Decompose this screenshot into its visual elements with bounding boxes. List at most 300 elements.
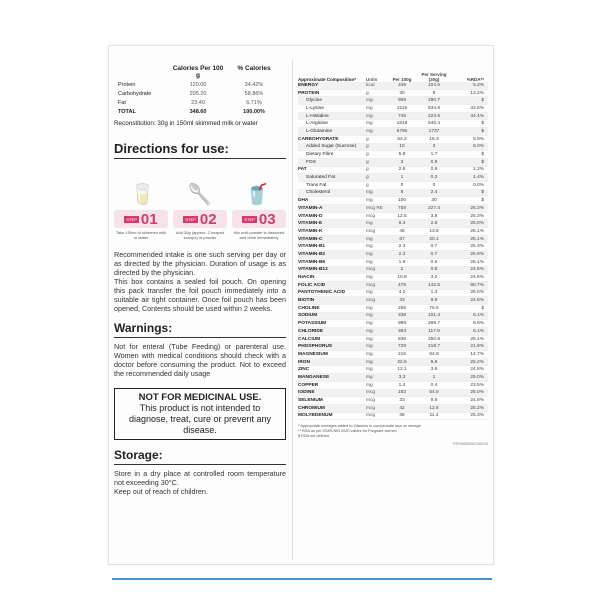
nutrient-unit: mg [366,313,373,319]
nutrient-rda: $ [481,190,484,196]
nutrient-rda: $ [481,159,484,165]
nutrient-name: Saturated Fat [306,175,336,181]
nutrient-rda: 26.0% [470,290,484,296]
calories-row [114,109,286,115]
nutrient-unit: mcg [366,413,376,419]
nutrient-name: IODINE [298,390,315,396]
nutrient-name: L-Arginine [306,121,328,127]
nutrient-rda: 25.3% [470,244,484,250]
nutrient-rda: 32.6% [470,105,484,111]
nutrition-row [298,213,488,221]
nutrient-name: CALCIUM [298,336,321,342]
nutrient-rda: 80.7% [470,282,484,288]
nutrient-name: Added Sugar (Sucrose) [306,144,357,150]
nutrient-name: NIACIN [298,275,315,281]
nutrient-per-serving: 0.7 [430,251,438,257]
nutrient-per100: 338 [397,313,406,319]
step-tag: STEP [185,216,196,222]
nutrient-rda: 14.7% [470,351,484,357]
nutrient-unit: g [366,90,369,96]
nutrition-row [298,259,488,267]
nutrition-table-body [298,82,488,420]
nutrition-row [298,151,488,159]
nutrient-name: PROTEIN [298,90,320,96]
nutrient-per100: 5.8 [398,152,406,158]
step-tag: STEP [126,216,137,222]
nutrient-per100: 42 [399,405,405,411]
nutrient-unit: mg [366,244,373,250]
nutrient-rda: $ [481,98,484,104]
nutrient-per100: 67 [399,236,405,242]
nutrition-row [298,374,488,382]
nutrient-per-serving: 64.8 [429,351,439,357]
nutrient-name: ENERGY [298,82,319,88]
nutrient-unit: mg [366,336,373,342]
nutrient-unit: mg [366,113,373,119]
nutrient-per100: 33 [399,398,405,404]
intake-paragraph: Recommended intake is one such serving per day or as directed by the physician. Duration of usage is as directed by the physician. [114,250,286,277]
nutrient-per100: 100 [397,198,406,204]
nutrition-row [298,351,488,359]
nutrient-per100: 10.8 [397,275,407,281]
nutrient-rda: 25.0% [470,390,484,396]
nutrient-name: FAT [298,167,307,173]
nutrient-per-serving: 12.6 [429,405,439,411]
nutrient-per-serving: 0.7 [430,244,438,250]
nutrition-row [298,182,488,190]
nutrient-per100: 1 [400,175,404,181]
nutrient-rda: 0.0% [473,182,484,188]
nutrient-per100: 46 [399,228,405,234]
nutrient-unit: mg [366,105,373,111]
nutrition-row [298,220,488,228]
nutrient-name: VITAMIN-K [298,228,323,234]
units-header: Units [366,77,378,82]
nutrient-name: FOS [306,159,316,165]
calories-row-label: Fat [118,100,126,106]
calories-row-percent: 100.00% [243,109,265,115]
warnings-title: Warnings: [114,321,286,338]
nutrient-unit: g [366,152,369,158]
nutrient-per100: 183 [397,390,406,396]
nutrient-unit: mg [366,367,373,373]
calories-row [114,100,286,106]
nutrient-per100: 0 [400,182,404,188]
calories-row-percent: 6.71% [246,100,262,106]
nutrient-per100: 3.3 [398,374,406,380]
nutrient-per100: 22.5 [397,359,407,365]
nutrient-rda: $ [481,305,484,311]
nutrient-unit: mcg [366,228,376,234]
nutrient-unit: mg [366,328,373,334]
nutrient-rda: $ [481,198,484,204]
nutrient-rda: 5.1% [473,328,484,334]
nutrient-rda: 25.3% [470,413,484,419]
nutrient-unit: mcg RE [366,205,384,211]
nutrient-unit: mg [366,198,373,204]
step-tag: STEP [244,216,255,222]
nutrition-row [298,366,488,374]
nutrient-rda: 24.8% [470,298,484,304]
nutrition-row [298,343,488,351]
nutrition-row [298,267,488,275]
nutrient-name: Glycine [306,98,322,104]
nutrient-rda: 8.6% [473,321,484,327]
nutrition-row [298,228,488,236]
nutrient-per100: 12.5 [397,213,407,219]
left-column [114,50,286,496]
glass-icon: 🥛 [130,184,156,206]
nutrient-per-serving: 11.4 [429,413,439,419]
nutrient-name: MOLYBDENUM [298,413,333,419]
nutrient-unit: mcg [366,267,376,273]
nutrient-name: PHOSPHORUS [298,344,333,350]
nutrient-per100: 349 [397,82,406,88]
pouch-paragraph: This box contains a sealed foil pouch. On opening this pack transfer the foil pouch immediately into a suitable air tight container. Once foil pouch has been opened, Contents should be used within 2 weeks. [114,277,286,313]
nutrient-unit: mcg [366,298,376,304]
nutrient-per100: 2 [400,267,404,273]
nutrient-unit: mg [366,121,373,127]
serving-header: Per Serving (30g) [421,72,447,82]
nutrient-name: VITAMIN-E [298,221,323,227]
nutrition-row [298,159,488,167]
calories-row-label: TOTAL [118,109,136,115]
nutrient-per-serving: 290.7 [427,98,440,104]
nutrient-per100: 30 [399,90,405,96]
nutrient-per-serving: 0.6 [430,259,438,265]
nutrient-per-serving: 1.3 [430,290,438,296]
nutrient-per100: 12.1 [397,367,407,373]
nutrient-unit: mg [366,359,373,365]
nutrient-per100: 54.2 [397,136,407,142]
storage-title: Storage: [114,448,286,465]
nutrient-per-serving: 117.9 [428,328,440,334]
calories-table-header [170,65,286,79]
notice-title: NOT FOR MEDICINAL USE. [138,392,262,403]
nutrient-per100: 8.3 [398,221,406,227]
nutrient-per-serving: 227.4 [427,205,440,211]
nutrient-per-serving: 20.1 [429,236,439,242]
nutrient-name: MAGNESIUM [298,351,328,357]
calories-row-percent: 58.86% [244,91,264,97]
nutrient-per-serving: 142.5 [427,282,440,288]
nutrient-rda: $ [481,152,484,158]
nutrient-name: POTASSIUM [298,321,327,327]
step-item [173,210,227,240]
nutrient-name: VITAMIN-B1 [298,244,326,250]
nutrient-unit: g [366,182,369,188]
nutrient-rda: 25.0% [470,374,484,380]
nutrient-per100: 3 [400,159,404,165]
nutrient-name: CHROMIUM [298,405,325,411]
footnote-overages: * Appropriate overages added to Vitamins to compensate loss on storage [298,424,421,429]
nutrient-per-serving: 223.8 [427,113,440,119]
nutrient-unit: mg [366,190,373,196]
nutrient-per-serving: 1 [432,374,436,380]
product-code: FSPI/MG/INUC/001V3 [452,442,488,447]
nutrition-row [298,128,488,136]
nutrient-per-serving: 6.8 [430,359,438,365]
nutrient-per100: 1818 [396,121,408,127]
nutrition-row [298,313,488,321]
nutrient-per100: 1.9 [398,259,406,265]
footnotes [298,424,488,439]
nutrient-rda: 25.3% [470,213,484,219]
nutrient-name: BIOTIN [298,298,315,304]
nutrient-unit: g [366,159,369,165]
nutrient-per100: 8 [400,190,404,196]
nutrient-per-serving: 104.6 [427,82,440,88]
step-item [232,210,286,240]
nutrient-rda: 13.2% [470,90,484,96]
nutrient-unit: mg [366,305,373,311]
nutrient-per-serving: 299.7 [427,321,440,327]
nutrient-per-serving: 54.9 [429,390,439,396]
nutrient-per100: 2116 [396,105,408,111]
nutrient-name: CHOLINE [298,305,320,311]
nutrition-row [298,397,488,405]
nutrition-row [298,174,488,182]
nutrient-per100: 5790 [396,128,408,134]
nutrient-name: L-Glutamine [306,128,333,134]
nutrition-row [298,305,488,313]
step-item [114,210,168,240]
nutrient-name: Trans Fat [306,182,327,188]
column-divider [292,60,293,560]
nutrient-per-serving: 0.8 [430,167,438,173]
nutrient-rda: 25.2% [470,405,484,411]
nutrient-unit: mg [366,236,373,242]
nutrient-name: VITAMIN-B2 [298,251,326,257]
nutrition-row [298,120,488,128]
nutrient-name: DHA [298,198,309,204]
step-badge [173,210,227,228]
nutrient-per100: 393 [397,328,406,334]
nutrient-per100: 2.6 [398,167,406,173]
nutrient-rda: 6.0% [473,144,484,150]
nutrient-name: CHLORIDE [298,328,324,334]
notice-text: This product is not intended to diagnose, treat, cure or prevent any disease. [128,403,272,435]
calories-row-value: 23.40 [191,100,205,106]
nutrient-name: VITAMIN-D [298,213,323,219]
nutrient-name: L-Lysine [306,105,324,111]
nutrient-unit: mg [366,344,373,350]
nutrient-unit: g [366,175,369,181]
nutrient-rda: $ [481,121,484,127]
nutrient-unit: mg [366,382,373,388]
nutrient-per100: 38 [399,413,405,419]
nutrient-per100: 475 [397,282,406,288]
nutrient-per100: 4.2 [398,290,406,296]
nutrient-per-serving: 218.7 [427,344,440,350]
nutrient-rda: 25.2% [470,359,484,365]
calories-col-header: Calories Per 100 g [172,65,224,79]
nutrient-per100: 2.3 [398,244,406,250]
step-text: Add 30g (approx. 2 heaped scoops) of powder [175,230,225,240]
nutrient-unit: mg [366,221,373,227]
nutrient-per100: 758 [397,205,406,211]
nutrient-per-serving: 0.3 [430,175,438,181]
calories-row-label: Protein [118,82,136,88]
footnote-rda: ** RDA as per ICMR-NIN 2020 values for Pregnant women [298,429,397,434]
nutrient-rda: 5.8% [473,136,484,142]
nutrient-per-serving: 3.6 [430,367,438,373]
nutrition-table [298,70,488,446]
nutrition-row [298,251,488,259]
nutrition-row [298,336,488,344]
nutrient-rda: 25.0% [470,221,484,227]
drink-glass-icon: 🥤 [244,184,270,206]
nutrient-unit: g [366,136,369,142]
nutrient-rda: 26.1% [470,259,484,265]
nutrient-rda: 25.1% [470,228,484,234]
nutrient-name: MANGANESE [298,374,330,380]
nutrient-rda: 1.2% [473,167,484,173]
step-number: 03 [258,210,276,228]
nutrient-unit: mg [366,351,373,357]
calories-row-percent: 34.42% [244,82,264,88]
calories-row-value: 348.60 [189,109,207,115]
nutrient-rda: 24.8% [470,367,484,373]
nutrition-table-header [298,70,488,82]
nutrient-per-serving: 9 [432,90,436,96]
nutrient-per-serving: 2.4 [430,190,438,196]
nutrient-name: SODIUM [298,313,318,319]
nutrient-rda: 1.4% [473,175,484,181]
nutrient-rda: 5.2% [473,82,484,88]
nutrient-per-serving: 1.7 [430,152,438,158]
nutrient-per-serving: 2.5 [430,221,438,227]
step-text: Mix until powder is dissolved and drink immediately [233,230,285,240]
calories-row [114,82,286,88]
nutrient-name: IRON [298,359,310,365]
nutrient-unit: mg [366,251,373,257]
nutrient-name: PANTOTHENIC ACID [298,290,346,296]
nutrient-rda: 34.4% [470,113,484,119]
nutrient-rda: 25.1% [470,236,484,242]
directions-title: Directions for use: [114,141,286,159]
calories-row-value: 120.00 [189,82,207,88]
nutrition-row [298,144,488,152]
nutrient-unit: mg [366,128,373,134]
nutrient-rda: 25.9% [470,251,484,257]
nutrient-name: FOLIC ACID [298,282,326,288]
nutrient-unit: mg [366,98,373,104]
nutrition-row [298,90,488,98]
nutrient-rda: 24.5% [470,267,484,273]
nutrition-row [298,274,488,282]
storage-text: Store in a dry place at controlled room temperature not exceeding 30°C. [114,469,286,487]
step-number: 02 [199,210,217,228]
nutrition-row [298,136,488,144]
nutrient-per-serving: 76.5 [429,305,439,311]
nutrient-unit: mcg [366,390,376,396]
box-bottom-strip [112,578,492,584]
nutrient-per-serving: 30 [431,198,437,204]
nutrient-rda: 21.9% [470,344,484,350]
nutrient-per-serving: 634.8 [427,105,440,111]
nutrition-row [298,97,488,105]
step-badge [114,210,168,228]
nutrient-unit: mg [366,374,373,380]
nutrient-unit: mcg [366,282,376,288]
nutrient-per-serving: 545.4 [427,121,440,127]
nutrient-per-serving: 0.6 [430,267,438,273]
nutrient-rda: 23.5% [470,382,484,388]
nutrient-name: L-Histidine [306,113,329,119]
nutrient-per100: 255 [397,305,406,311]
nutrient-name: COPPER [298,382,319,388]
nutrient-per100: 729 [397,344,406,350]
nutrient-per-serving: 0 [432,182,436,188]
nutrient-per100: 999 [397,321,406,327]
nutrient-per100: 216 [397,351,406,357]
nutrient-per100: 1.4 [398,382,406,388]
nutrition-row [298,359,488,367]
nutrient-per-serving: 250.8 [427,336,440,342]
steps-list [114,210,286,240]
nutrient-per100: 969 [397,98,406,104]
rda-header: %RDA** [466,77,484,82]
step-number: 01 [140,210,158,228]
nutrition-row [298,82,488,90]
calories-row [114,91,286,97]
nutrition-row [298,197,488,205]
calories-table-body [114,82,286,115]
nutrient-per-serving: 0.9 [430,159,438,165]
warnings-text: Not for enteral (Tube Feeding) or parenteral use. Women with medical conditions should check with a doctor before consuming the product. Not to exceed the recommended daily usage [114,342,286,378]
nutrient-name: SELENIUM [298,398,323,404]
nutrition-row [298,113,488,121]
nutrient-name: VITAMIN-B6 [298,259,326,265]
nutrient-unit: mg [366,259,373,265]
nutrition-row [298,328,488,336]
nutrient-rda: 5.1% [473,313,484,319]
scoop-icon: 🥄 [187,184,213,206]
nutrient-unit: mcg [366,213,376,219]
nutrient-per-serving: 101.4 [427,313,440,319]
nutrient-per-serving: 13.8 [429,228,439,234]
nutrient-per-serving: 3.2 [430,275,438,281]
nutrition-row [298,167,488,175]
nutrient-per-serving: 1737 [428,128,440,134]
storage-children-text: Keep out of reach of children. [114,487,208,496]
nutrient-name: VITAMIN-C [298,236,323,242]
nutrient-name: VITAMIN-B12 [298,267,328,273]
nutrient-per-serving: 9.9 [430,298,438,304]
percent-calories-col-header: % Calories [237,65,271,72]
calories-row-value: 205.20 [189,91,207,97]
nutrition-row [298,190,488,198]
nutrition-row [298,382,488,390]
nutrient-rda: 24.6% [470,275,484,281]
nutrient-per100: 2.3 [398,251,406,257]
nutrition-row [298,236,488,244]
nutrient-unit: mg [366,290,373,296]
nutrition-row [298,297,488,305]
nutrient-per100: 10 [399,144,405,150]
nutrient-name: Cholesterol [306,190,331,196]
nutrient-rda: $ [481,128,484,134]
per100-header: Per 100g [392,77,412,82]
nutrition-row [298,320,488,328]
nutrient-unit: mcg [366,405,376,411]
nutrition-row [298,413,488,421]
nutrition-row [298,390,488,398]
nutrient-per-serving: 3 [432,144,436,150]
nutrient-per100: 33 [399,298,405,304]
nutrient-rda: 25.3% [470,205,484,211]
